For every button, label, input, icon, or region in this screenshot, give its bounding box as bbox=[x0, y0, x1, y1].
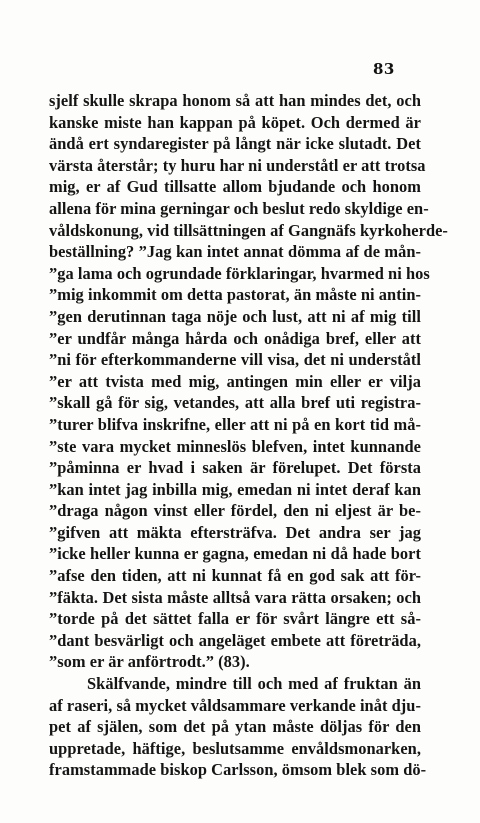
text-line: ”fäkta. Det sista måste alltså vara rätta orsaken; och bbox=[49, 587, 421, 607]
text-line: af raseri, så mycket våldsammare verkande inåt dju- bbox=[49, 695, 421, 715]
text-line: ”torde på det sättet falla er för svårt längre ett så- bbox=[49, 609, 421, 629]
text-line: ”kan intet jag inbilla mig, emedan ni intet deraf kan bbox=[49, 479, 421, 499]
text-line: ”er att tvista med mig, antingen min eller er vilja bbox=[49, 371, 421, 391]
text-line: värsta återstår; ty huru har ni underståtl er att trotsa bbox=[49, 155, 426, 175]
text-line: ”påminna er hvad i saken är förelupet. Det första bbox=[49, 458, 421, 478]
paragraph-start-line: Skälfvande, mindre till och med af fruktan än bbox=[87, 674, 421, 694]
text-line: uppretade, häftige, beslutsamme envåldsmonarken, bbox=[49, 738, 421, 758]
text-line: framstammade biskop Carlsson, ömsom blek som dö- bbox=[49, 760, 427, 780]
text-line: sjelf skulle skrapa honom så att han mindes det, och bbox=[49, 91, 421, 110]
text-line: ”ga lama och ogrundade förklaringar, hvarmed ni hos bbox=[49, 263, 430, 283]
text-line: allena för mina gerningar och beslut redo skyldige en- bbox=[49, 198, 429, 218]
text-line: ”som er är anförtrodt.” (83). bbox=[49, 652, 250, 672]
text-line: mig, er af Gud tillsatte allom bjudande och honom bbox=[49, 177, 421, 197]
body-text bbox=[49, 90, 448, 781]
text-line: våldskonung, vid tillsättningen af Gangnäfs kyrkoherde- bbox=[49, 220, 448, 240]
text-line: ”mig inkommit om detta pastorat, än måste ni antin- bbox=[49, 285, 421, 305]
text-line: ”er undfår många hårda och onådiga bref, eller att bbox=[49, 328, 421, 348]
text-line: ändå ert syndaregister på långt när icke slutadt. Det bbox=[49, 134, 421, 154]
text-line: ”gen derutinnan taga nöje och lust, att ni af mig till bbox=[49, 306, 421, 326]
text-line: ”ste vara mycket minneslös blefven, intet kunnande bbox=[49, 436, 421, 456]
text-line: beställning? ”Jag kan intet annat dömma af de mån- bbox=[49, 242, 421, 262]
text-line: ”draga någon vinst eller fördel, den ni eljest är be- bbox=[49, 501, 421, 521]
text-line: ”afse den tiden, att ni kunnat få en god sak att för- bbox=[49, 566, 421, 586]
text-line: ”gifven att mäkta eftersträfva. Det andra ser jag bbox=[49, 522, 421, 542]
text-line: ”skall gå för sig, vetandes, att alla bref uti registra- bbox=[49, 393, 421, 413]
page-number: 83 bbox=[373, 60, 395, 78]
text-line: ”icke heller kunna er gagna, emedan ni då hade bort bbox=[49, 544, 421, 564]
text-line: ”dant besvärligt och angeläget embete att företräda, bbox=[49, 630, 421, 650]
text-line: pet af själen, som det på ytan måste döljas för den bbox=[49, 717, 421, 737]
text-line: kanske miste han kappan på köpet. Och dermed är bbox=[49, 112, 421, 132]
text-line: ”turer blifva inskrifne, eller att ni på en kort tid må- bbox=[49, 414, 421, 434]
text-line: ”ni för efterkommanderne vill visa, det ni underståtl bbox=[49, 350, 421, 370]
